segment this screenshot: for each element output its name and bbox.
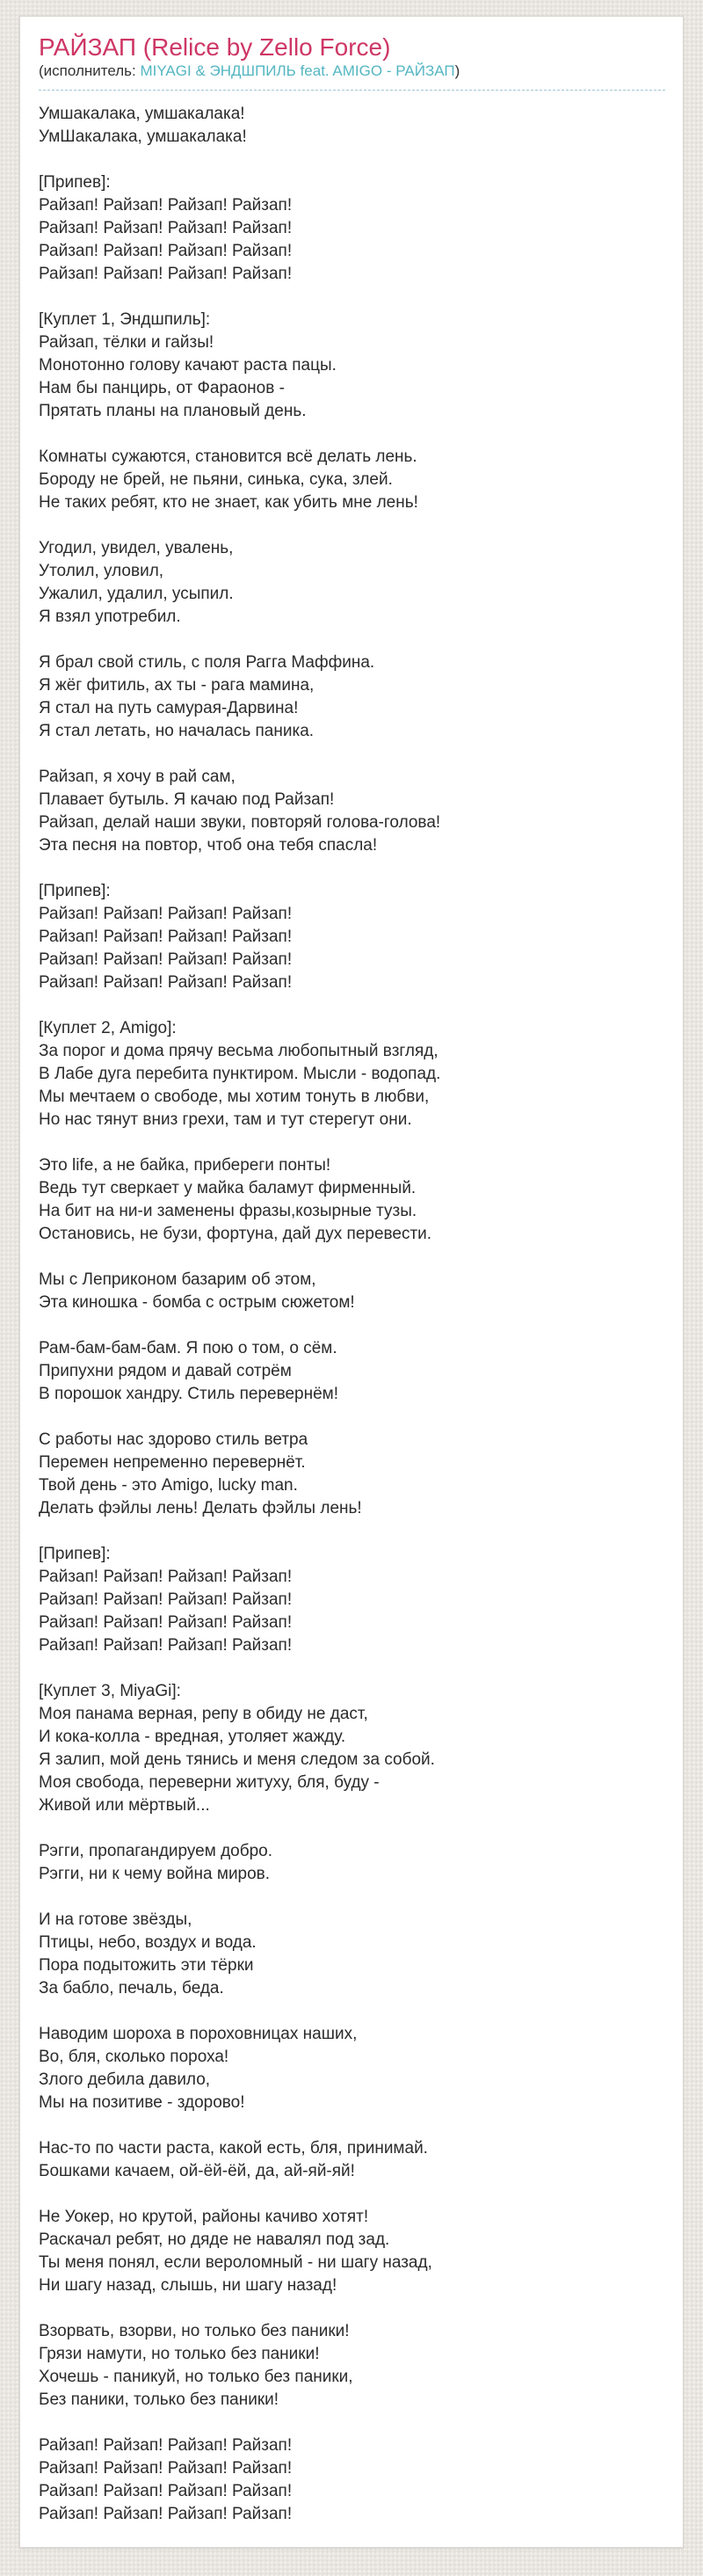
lyric-line: Моя свобода, переверни житуху, бля, буду -: [39, 1773, 380, 1792]
lyric-line: Райзап! Райзап! Райзап! Райзап!: [39, 928, 293, 946]
lyric-line: [Куплет 2, Amigo]:: [39, 1019, 177, 1037]
lyric-line: Наводим шороха в пороховницах наших,: [39, 2025, 358, 2043]
lyric-line: Райзап! Райзап! Райзап! Райзап!: [39, 905, 293, 923]
lyric-line: Хочешь - паникуй, но только без паники,: [39, 2368, 353, 2386]
lyric-line: Мы мечтаем о свободе, мы хотим тонуть в любви,: [39, 1088, 430, 1106]
subtitle-suffix: ): [454, 62, 460, 79]
lyric-line: Злого дебила давило,: [39, 2070, 211, 2089]
lyric-line: Твой день - это Amigo, lucky man.: [39, 1476, 298, 1495]
lyrics-panel: [19, 16, 684, 2548]
lyric-line: Взорвать, взорви, но только без паники!: [39, 2322, 350, 2340]
lyric-line: Прятать планы на плановый день.: [39, 402, 307, 420]
lyric-line: Эта песня на повтор, чтоб она тебя спасла!: [39, 836, 378, 855]
lyric-line: Я стал летать, но началась паника.: [39, 722, 315, 740]
stanza: [39, 2320, 665, 2412]
stanza: [39, 1017, 665, 1132]
lyric-line: Умшакалака, умшакалака!: [39, 105, 245, 123]
stanza: [39, 1337, 665, 1406]
lyric-line: Райзап! Райзап! Райзап! Райзап!: [39, 265, 293, 283]
lyric-line: Я залип, мой день тянись и меня следом за собой.: [39, 1750, 435, 1769]
lyric-line: Во, бля, сколько пороха!: [39, 2048, 229, 2066]
lyric-line: Монотонно голову качают раста пацы.: [39, 356, 337, 375]
lyric-line: Не Уокер, но крутой, районы качиво хотят!: [39, 2208, 369, 2226]
stanza: [39, 103, 665, 149]
lyric-line: Угодил, увидел, увалень,: [39, 539, 234, 557]
lyric-line: Раскачал ребят, но дяде не навалял под зад.: [39, 2230, 390, 2249]
lyric-line: Райзап! Райзап! Райзап! Райзап!: [39, 950, 293, 969]
lyric-line: Но нас тянут вниз грехи, там и тут стерегут они.: [39, 1110, 412, 1129]
lyric-line: Ты меня понял, если вероломный - ни шагу назад,: [39, 2253, 432, 2272]
stanza: [39, 2137, 665, 2183]
lyric-line: Райзап! Райзап! Райзап! Райзап!: [39, 196, 293, 215]
lyric-line: Рэгги, пропагандируем добро.: [39, 1842, 273, 1860]
lyric-line: В порошок хандру. Стиль перевернём!: [39, 1385, 338, 1403]
lyric-line: Утолил, уловил,: [39, 562, 164, 580]
lyric-line: Я взял употребил.: [39, 608, 181, 626]
lyric-line: Мы на позитиве - здорово!: [39, 2093, 245, 2112]
stanza: [39, 309, 665, 423]
stanza: [39, 537, 665, 629]
stanza: [39, 446, 665, 514]
song-header: [39, 33, 665, 91]
lyric-line: Пора подытожить эти тёрки: [39, 1956, 254, 1975]
lyric-line: Птицы, небо, воздух и вода.: [39, 1933, 257, 1952]
lyric-line: Остановись, не бузи, фортуна, дай дух перевести.: [39, 1225, 432, 1243]
lyric-line: Райзап! Райзап! Райзап! Райзап!: [39, 2482, 293, 2500]
stanza: [39, 880, 665, 994]
lyric-line: Мы с Леприконом базарим об этом,: [39, 1270, 316, 1289]
lyric-line: [Куплет 1, Эндшпиль]:: [39, 310, 211, 329]
lyric-line: Райзап, я хочу в рай сам,: [39, 768, 236, 786]
lyric-line: Райзап! Райзап! Райзап! Райзап!: [39, 973, 293, 992]
stanza: [39, 2206, 665, 2297]
lyric-line: Плавает бутыль. Я качаю под Райзап!: [39, 790, 335, 809]
page-title: РАЙЗАП (Relice by Zello Force): [39, 33, 391, 61]
lyric-line: [Припев]:: [39, 882, 111, 900]
lyric-line: Перемен непременно перевернёт.: [39, 1453, 306, 1472]
lyric-line: Я стал на путь самурая-Дарвина!: [39, 699, 299, 717]
stanza: [39, 766, 665, 857]
lyric-line: Эта киношка - бомба с острым сюжетом!: [39, 1293, 355, 1312]
lyric-line: Комнаты сужаются, становится всё делать лень.: [39, 448, 417, 466]
artist-link[interactable]: MIYAGI & ЭНДШПИЛЬ feat. AMIGO - РАЙЗАП: [140, 62, 455, 79]
stanza: [39, 1154, 665, 1246]
lyric-line: Ужалил, удалил, усыпил.: [39, 585, 234, 603]
stanza: [39, 1543, 665, 1657]
lyric-line: УмШакалака, умшакалака!: [39, 127, 247, 146]
lyric-line: Райзап, делай наши звуки, повторяй голова-голова!: [39, 813, 441, 832]
subtitle-prefix: (исполнитель:: [39, 62, 141, 79]
lyric-line: Райзап! Райзап! Райзап! Райзап!: [39, 1636, 293, 1655]
lyric-line: Рам-бам-бам-бам. Я пою о том, о сём.: [39, 1339, 337, 1357]
stanza: [39, 1840, 665, 1886]
lyric-line: Припухни рядом и давай сотрём: [39, 1362, 292, 1380]
lyric-line: Райзап! Райзап! Райзап! Райзап!: [39, 1613, 293, 1632]
lyric-line: Делать фэйлы лень! Делать фэйлы лень!: [39, 1499, 362, 1517]
lyric-line: Ведь тут сверкает у майка баламут фирменный.: [39, 1179, 417, 1197]
lyric-line: За бабло, печаль, беда.: [39, 1979, 224, 1997]
lyric-line: Живой или мёртвый...: [39, 1796, 210, 1815]
lyric-line: Моя панама верная, репу в обиду не даст,: [39, 1705, 368, 1723]
stanza: [39, 2023, 665, 2114]
lyric-line: Райзап! Райзап! Райзап! Райзап!: [39, 2505, 293, 2523]
lyric-line: [Куплет 3, MiyaGi]:: [39, 1682, 181, 1700]
lyric-line: Я жёг фитиль, ах ты - рага мамина,: [39, 676, 315, 695]
stanza: [39, 651, 665, 743]
song-subtitle: [39, 62, 665, 81]
lyric-line: Бошками качаем, ой-ёй-ёй, да, ай-яй-яй!: [39, 2162, 355, 2180]
lyric-line: Я брал свой стиль, с поля Рагга Маффина.: [39, 653, 375, 672]
lyric-line: Ни шагу назад, слышь, ни шагу назад!: [39, 2276, 337, 2295]
lyric-line: Рэгги, ни к чему война миров.: [39, 1865, 271, 1883]
lyric-line: Бороду не брей, не пьяни, синька, сука, злей.: [39, 470, 393, 489]
lyric-line: Нас-то по части раста, какой есть, бля, принимай.: [39, 2139, 428, 2158]
lyric-line: В Лабе дуга перебита пунктиром. Мысли - водопад.: [39, 1065, 441, 1083]
lyric-line: И кока-колла - вредная, утоляет жажду.: [39, 1728, 346, 1746]
stanza: [39, 1680, 665, 1817]
lyric-line: С работы нас здорово стиль ветра: [39, 1430, 308, 1449]
stanza: [39, 171, 665, 286]
stanza: [39, 2434, 665, 2526]
lyric-line: Райзап, тёлки и гайзы!: [39, 333, 214, 352]
lyric-line: Грязи намути, но только без паники!: [39, 2345, 320, 2363]
lyric-line: Без паники, только без паники!: [39, 2390, 279, 2409]
lyric-line: Райзап! Райзап! Райзап! Райзап!: [39, 242, 293, 260]
lyric-line: Райзап! Райзап! Райзап! Райзап!: [39, 2459, 293, 2478]
lyric-line: Райзап! Райзап! Райзап! Райзап!: [39, 1590, 293, 1609]
stanza: [39, 1269, 665, 1314]
stanza: [39, 1909, 665, 2000]
lyric-line: Райзап! Райзап! Райзап! Райзап!: [39, 2436, 293, 2455]
lyric-line: Это life, а не байка, прибереги понты!: [39, 1156, 331, 1175]
lyric-line: Не таких ребят, кто не знает, как убить мне лень!: [39, 493, 418, 512]
lyric-line: На бит на ни-и заменены фразы,козырные тузы.: [39, 1202, 417, 1220]
lyrics-text: [39, 103, 665, 2526]
lyric-line: [Припев]:: [39, 173, 111, 192]
lyric-line: Нам бы панцирь, от Фараонов -: [39, 379, 285, 397]
lyric-line: За порог и дома прячу весьма любопытный взгляд,: [39, 1042, 438, 1060]
lyric-line: И на готове звёзды,: [39, 1910, 192, 1929]
lyric-line: Райзап! Райзап! Райзап! Райзап!: [39, 219, 293, 237]
lyric-line: [Припев]:: [39, 1545, 111, 1563]
lyric-line: Райзап! Райзап! Райзап! Райзап!: [39, 1568, 293, 1586]
stanza: [39, 1429, 665, 1520]
